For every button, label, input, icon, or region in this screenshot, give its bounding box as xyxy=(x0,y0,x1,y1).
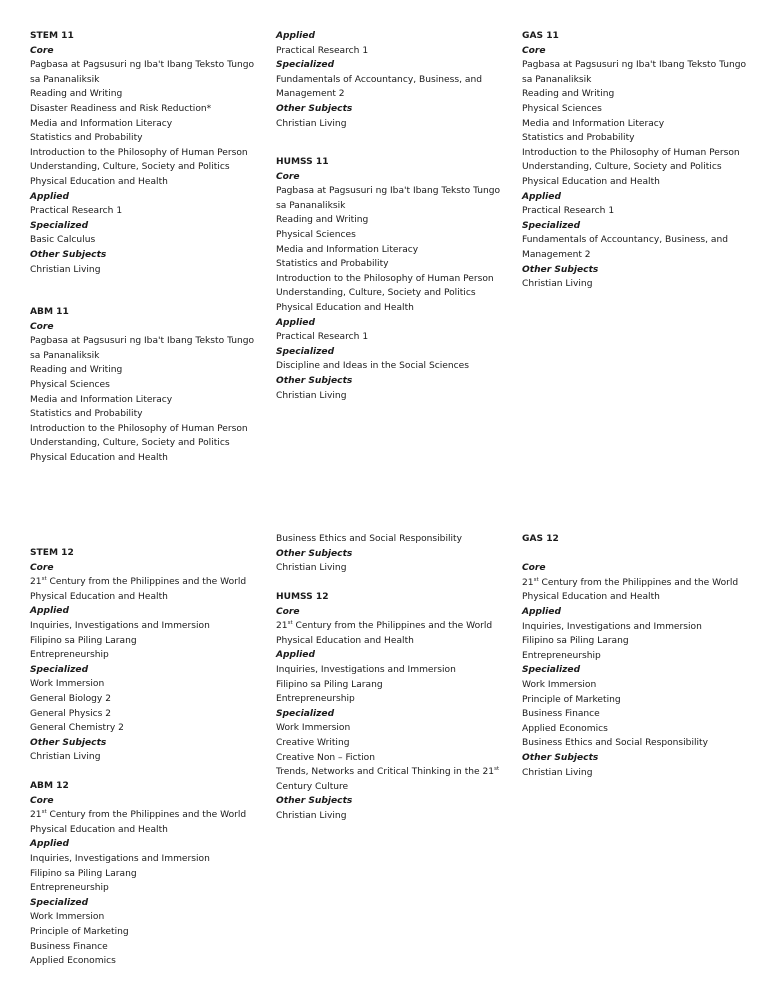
subject-item: Understanding, Culture, Society and Politics xyxy=(30,162,230,173)
subject-item: Media and Information Literacy xyxy=(522,118,665,129)
subject-item: General Chemistry 2 xyxy=(30,723,124,734)
subject-item: Physical Education and Health xyxy=(30,824,168,835)
subject-item: Century Culture xyxy=(276,781,349,792)
subject-item: Discipline and Ideas in the Social Sciences xyxy=(276,361,469,372)
subject-item: Christian Living xyxy=(276,390,347,401)
subject-item: Pagbasa at Pagsusuri ng Iba't Ibang Teksto Tungo xyxy=(30,336,255,347)
category-label: Other Subjects xyxy=(276,103,353,114)
category-label: Specialized xyxy=(276,708,335,719)
subject-item: Work Immersion xyxy=(522,679,597,690)
category-label: Core xyxy=(276,606,300,617)
category-label: Other Subjects xyxy=(276,548,353,559)
section-heading: ABM 11 xyxy=(30,307,69,317)
subject-item: Pagbasa at Pagsusuri ng Iba't Ibang Teksto Tungo xyxy=(30,60,255,71)
category-label: Core xyxy=(30,795,54,806)
category-label: Applied xyxy=(276,317,315,328)
subject-item: Trends, Networks and Critical Thinking in the 21st xyxy=(276,766,500,778)
section-heading: STEM 12 xyxy=(30,548,74,558)
category-label: Other Subjects xyxy=(276,375,353,386)
section-gas-12 xyxy=(522,532,747,780)
subject-item: Business Finance xyxy=(522,709,600,720)
subject-item: Introduction to the Philosophy of Human Person xyxy=(276,273,494,284)
subject-item: Statistics and Probability xyxy=(276,259,389,270)
subject-item: Applied Economics xyxy=(30,956,116,967)
subject-item: Introduction to the Philosophy of Human Person xyxy=(30,147,248,158)
section-abm-12 xyxy=(30,779,255,969)
category-label: Specialized xyxy=(522,220,581,231)
subject-item: Business Ethics and Social Responsibility xyxy=(276,534,462,544)
category-label: Specialized xyxy=(276,60,335,71)
category-label: Other Subjects xyxy=(522,752,599,763)
subject-item: Work Immersion xyxy=(30,679,105,690)
category-label: Core xyxy=(522,563,546,574)
subject-item: Practical Research 1 xyxy=(30,206,123,217)
subject-item: Christian Living xyxy=(522,279,593,290)
category-label: Specialized xyxy=(276,346,335,357)
subject-item: Inquiries, Investigations and Immersion xyxy=(276,664,456,675)
subject-item: Filipino sa Piling Larang xyxy=(522,636,629,647)
section-abm-12-cont xyxy=(276,532,501,576)
subject-item: Pagbasa at Pagsusuri ng Iba't Ibang Teksto Tungo xyxy=(522,60,747,71)
subject-item: Entrepreneurship xyxy=(522,650,601,661)
subject-item: Filipino sa Piling Larang xyxy=(30,868,137,879)
subject-item: Christian Living xyxy=(276,810,347,821)
category-label: Other Subjects xyxy=(522,264,599,275)
subject-item: Business Ethics and Social Responsibility xyxy=(522,738,708,749)
subject-item: General Physics 2 xyxy=(30,708,112,719)
subject-item: Physical Sciences xyxy=(30,379,110,390)
subject-item: Christian Living xyxy=(30,752,101,763)
section-heading: ABM 12 xyxy=(30,781,69,791)
section-stem-12 xyxy=(30,546,255,765)
subject-item: Management 2 xyxy=(276,89,345,100)
subject-item: Statistics and Probability xyxy=(30,409,143,420)
subject-item: Management 2 xyxy=(522,249,591,260)
subject-item: Entrepreneurship xyxy=(276,694,355,705)
subject-item: Work Immersion xyxy=(276,723,351,734)
subject-item: Understanding, Culture, Society and Politics xyxy=(30,438,230,449)
subject-item: Filipino sa Piling Larang xyxy=(30,635,137,646)
category-label: Core xyxy=(30,321,54,332)
subject-item: Reading and Writing xyxy=(522,89,615,100)
category-label: Specialized xyxy=(30,220,89,231)
section-heading: STEM 11 xyxy=(30,31,74,41)
blank-line xyxy=(522,547,747,562)
category-label: Applied xyxy=(522,606,561,617)
subject-item: General Biology 2 xyxy=(30,693,111,704)
category-label: Other Subjects xyxy=(30,249,107,260)
subject-item: Reading and Writing xyxy=(276,215,369,226)
subject-item: Pagbasa at Pagsusuri ng Iba't Ibang Teksto Tungo xyxy=(276,186,501,197)
section-gas-11 xyxy=(522,29,747,292)
subject-item: Introduction to the Philosophy of Human Person xyxy=(522,147,740,158)
category-label: Specialized xyxy=(30,897,89,908)
section-heading: GAS 11 xyxy=(522,31,559,41)
subject-item: Media and Information Literacy xyxy=(30,118,173,129)
subject-item: Understanding, Culture, Society and Politics xyxy=(276,288,476,299)
category-label: Applied xyxy=(30,606,69,617)
subject-item: Statistics and Probability xyxy=(30,133,143,144)
category-label: Specialized xyxy=(30,664,89,675)
subject-item: Inquiries, Investigations and Immersion xyxy=(522,621,702,632)
subject-item: Statistics and Probability xyxy=(522,133,635,144)
subject-item: Work Immersion xyxy=(30,912,105,923)
subject-item: Disaster Readiness and Risk Reduction* xyxy=(30,103,212,114)
category-label: Core xyxy=(276,171,300,182)
subject-item: 21st Century from the Philippines and the World xyxy=(522,576,739,588)
category-label: Applied xyxy=(276,650,315,661)
subject-item: sa Pananaliksik xyxy=(276,200,346,211)
subject-item: Creative Non – Fiction xyxy=(276,752,375,763)
subject-item: Reading and Writing xyxy=(30,89,123,100)
subject-item: Basic Calculus xyxy=(30,235,96,246)
subject-item: Entrepreneurship xyxy=(30,883,109,894)
subject-item: Fundamentals of Accountancy, Business, and xyxy=(522,235,728,246)
subject-item: Principle of Marketing xyxy=(30,926,129,937)
subject-item: Inquiries, Investigations and Immersion xyxy=(30,853,210,864)
section-abm-11-cont xyxy=(276,29,501,131)
section-abm-11 xyxy=(30,305,255,466)
subject-item: Creative Writing xyxy=(276,737,350,748)
subject-item: Christian Living xyxy=(276,563,347,574)
subject-item: 21st Century from the Philippines and the World xyxy=(30,576,247,588)
subject-item: sa Pananaliksik xyxy=(522,74,592,85)
category-label: Core xyxy=(30,45,54,56)
subject-item: Christian Living xyxy=(276,118,347,129)
section-heading: HUMSS 12 xyxy=(276,592,329,602)
section-heading: HUMSS 11 xyxy=(276,157,329,167)
subject-item: Media and Information Literacy xyxy=(276,244,419,255)
subject-item: Fundamentals of Accountancy, Business, and xyxy=(276,74,482,85)
subject-item: 21st Century from the Philippines and the World xyxy=(30,809,247,821)
category-label: Specialized xyxy=(522,665,581,676)
subject-item: Physical Sciences xyxy=(522,103,602,114)
subject-item: Physical Education and Health xyxy=(276,635,414,646)
subject-item: 21st Century from the Philippines and the World xyxy=(276,620,493,632)
section-humss-11 xyxy=(276,155,501,403)
subject-item: Inquiries, Investigations and Immersion xyxy=(30,620,210,631)
category-label: Core xyxy=(522,45,546,56)
section-stem-11 xyxy=(30,29,255,277)
subject-item: Business Finance xyxy=(30,941,108,952)
subject-item: Practical Research 1 xyxy=(522,206,615,217)
subject-item: Practical Research 1 xyxy=(276,332,369,343)
category-label: Core xyxy=(30,562,54,573)
category-label: Other Subjects xyxy=(30,737,107,748)
section-humss-12 xyxy=(276,590,501,824)
subject-item: Media and Information Literacy xyxy=(30,394,173,405)
subject-item: Practical Research 1 xyxy=(276,45,369,56)
subject-item: sa Pananaliksik xyxy=(30,350,100,361)
subject-item: Christian Living xyxy=(30,264,101,275)
subject-item: Christian Living xyxy=(522,767,593,778)
section-heading: GAS 12 xyxy=(522,534,559,544)
subject-item: sa Pananaliksik xyxy=(30,74,100,85)
subject-item: Physical Education and Health xyxy=(30,452,168,463)
category-label: Applied xyxy=(30,191,69,202)
subject-item: Physical Sciences xyxy=(276,229,356,240)
subject-item: Physical Education and Health xyxy=(522,176,660,187)
subject-item: Introduction to the Philosophy of Human Person xyxy=(30,423,248,434)
category-label: Applied xyxy=(522,191,561,202)
category-label: Other Subjects xyxy=(276,796,353,807)
subject-item: Physical Education and Health xyxy=(30,591,168,602)
category-label: Applied xyxy=(30,839,69,850)
subject-item: Applied Economics xyxy=(522,723,608,734)
subject-item: Filipino sa Piling Larang xyxy=(276,679,383,690)
category-label: Applied xyxy=(276,31,315,41)
subject-item: Principle of Marketing xyxy=(522,694,621,705)
subject-item: Physical Education and Health xyxy=(276,302,414,313)
subject-item: Physical Education and Health xyxy=(30,176,168,187)
subject-item: Entrepreneurship xyxy=(30,650,109,661)
subject-item: Reading and Writing xyxy=(30,365,123,376)
subject-item: Understanding, Culture, Society and Politics xyxy=(522,162,722,173)
subject-item: Physical Education and Health xyxy=(522,592,660,603)
